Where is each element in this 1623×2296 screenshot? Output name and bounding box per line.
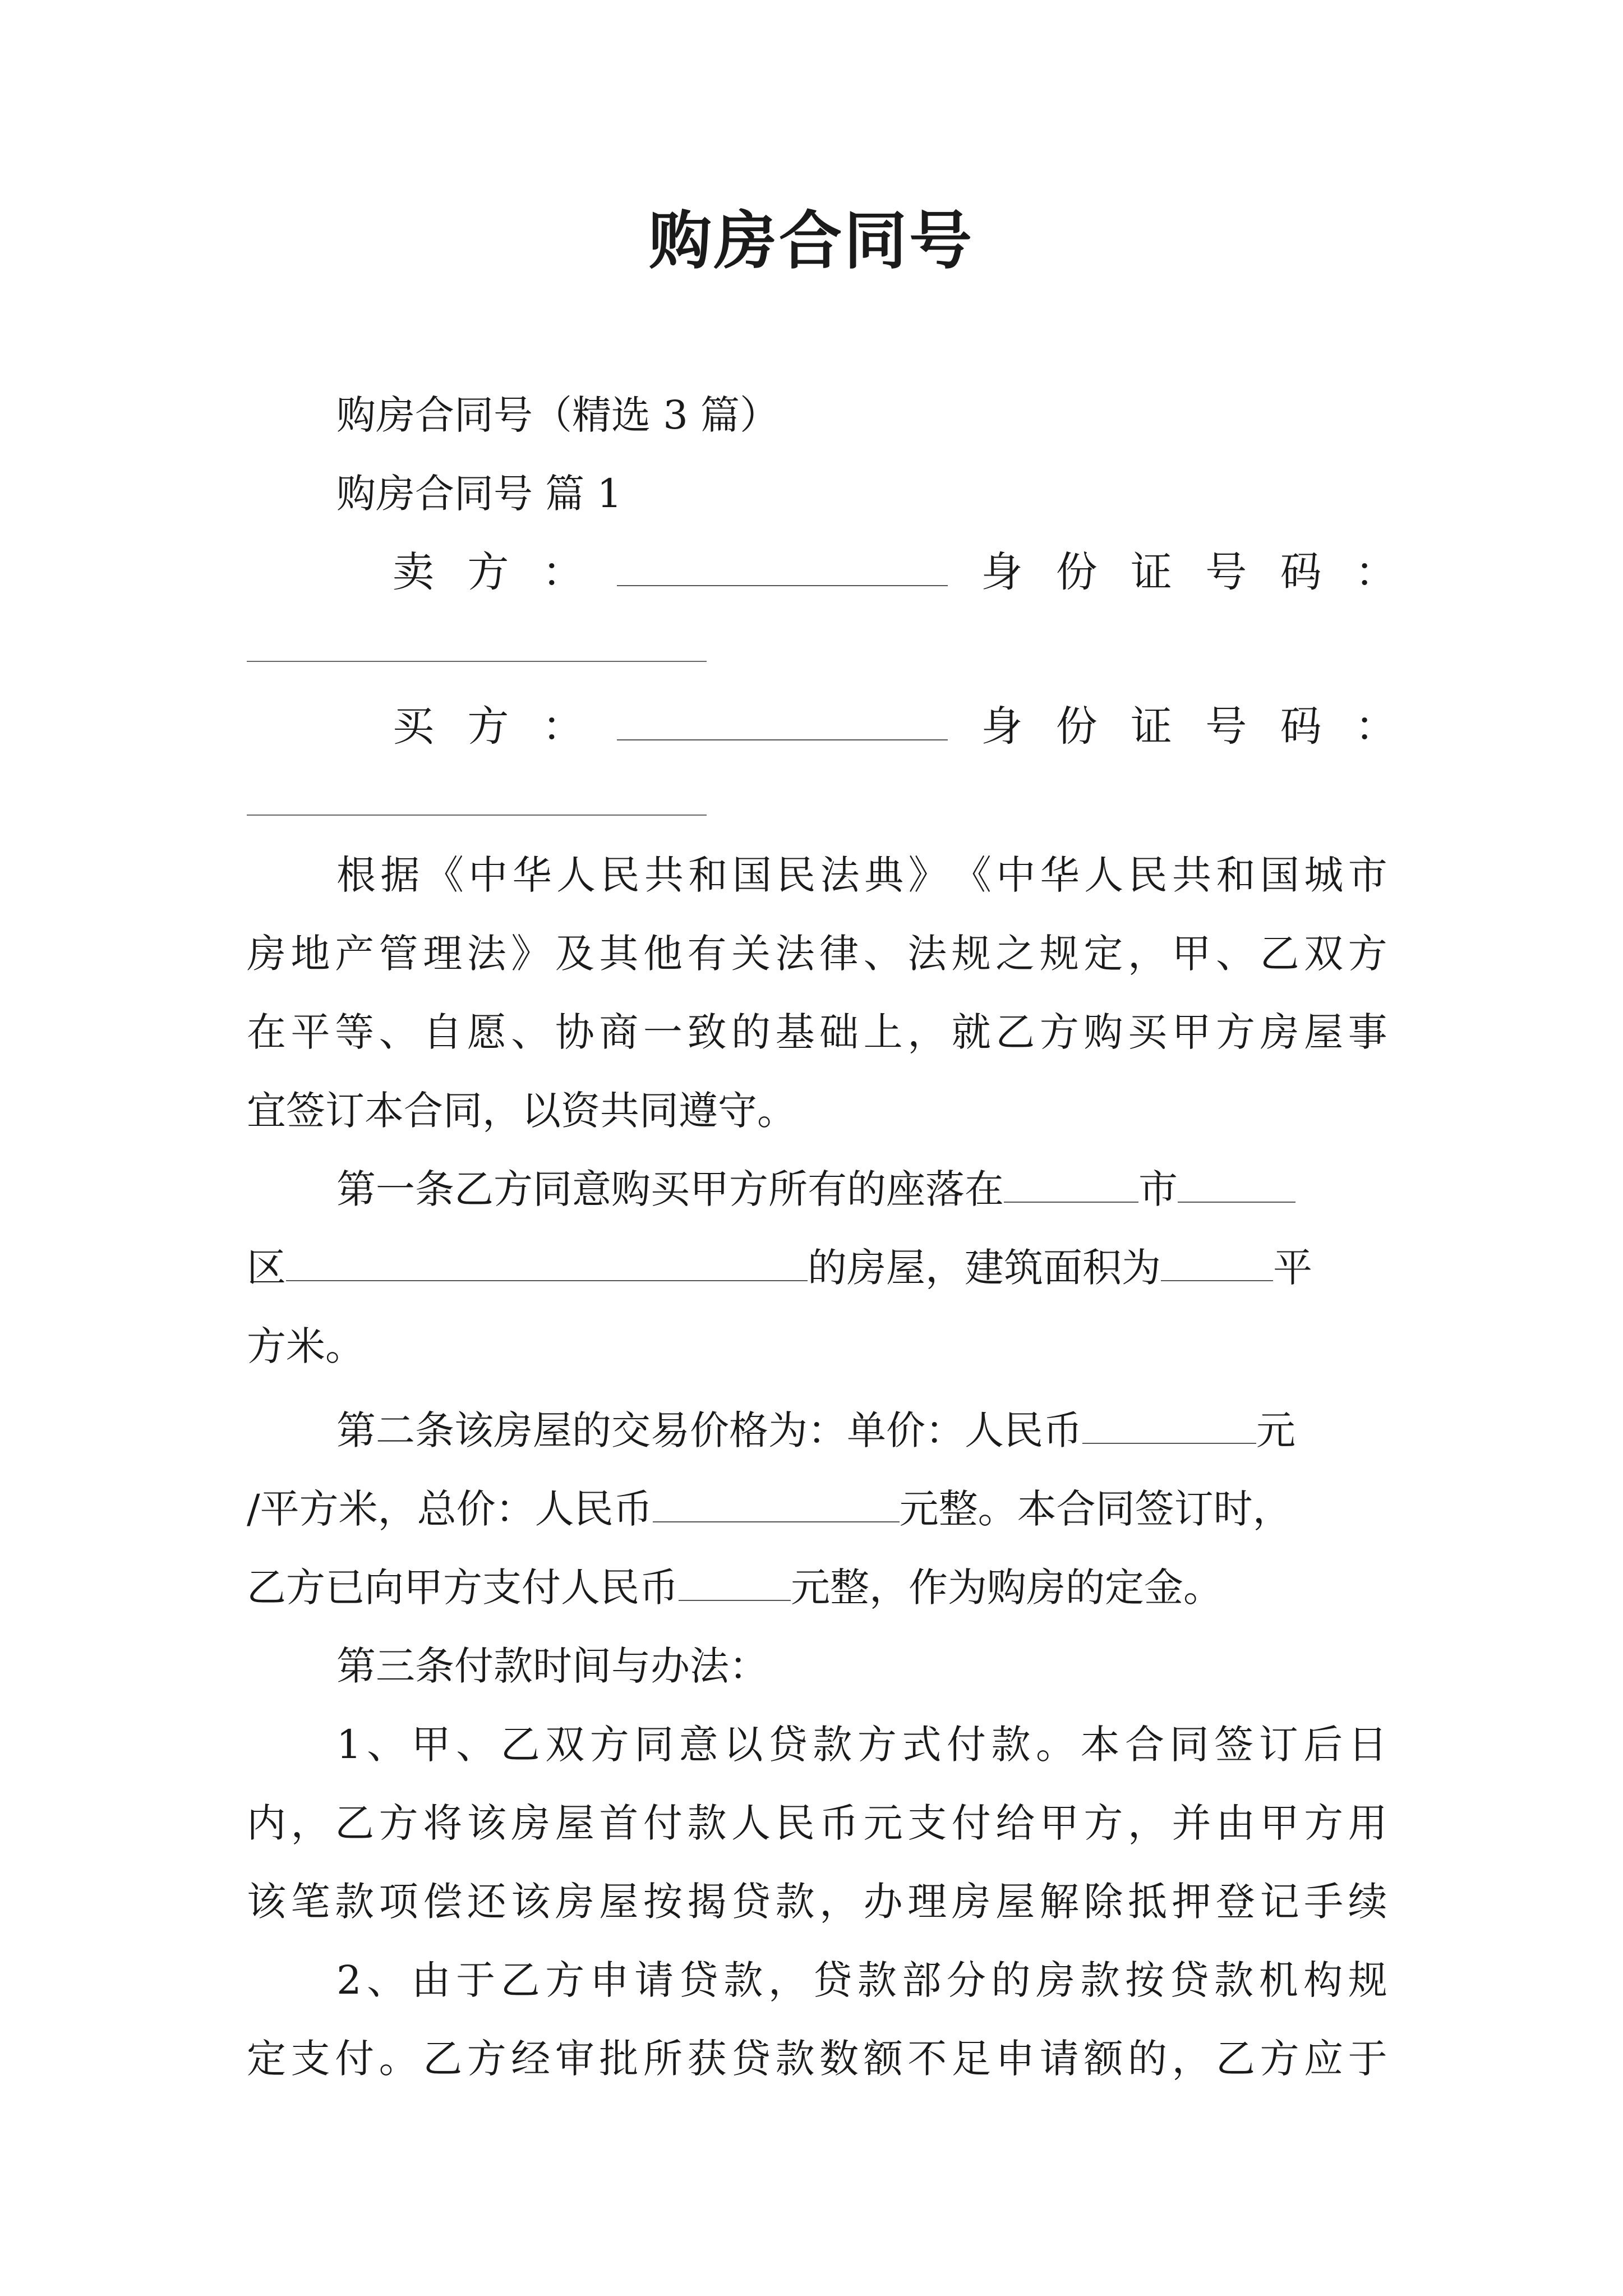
text-char: 贷 xyxy=(1169,1957,1209,2003)
text-char: 同 xyxy=(634,1722,674,1768)
text-char: 乙 xyxy=(1260,931,1299,977)
text-char: 、 xyxy=(1216,931,1256,977)
seller-name-blank[interactable] xyxy=(617,546,948,586)
text-char: 方 xyxy=(1039,1009,1079,1055)
article1-line-2 xyxy=(247,1240,1387,1296)
text-char: 解 xyxy=(1039,1879,1079,1925)
total-price-end: 元整。本合同签订时， xyxy=(899,1486,1292,1532)
text-char: 《 xyxy=(424,852,464,898)
text-char: 和 xyxy=(688,852,728,898)
text-char: 民 xyxy=(775,1800,815,1846)
buyer-label-char: 买 xyxy=(393,702,434,751)
text-char: 屋 xyxy=(995,1879,1035,1925)
text-char: 同 xyxy=(1169,1722,1209,1768)
text-char: 不 xyxy=(907,2036,947,2082)
text-char: 用 xyxy=(1348,1800,1387,1846)
text-char: 定 xyxy=(1083,931,1123,977)
text-char: 申 xyxy=(995,2036,1035,2082)
yuan-label: 元 xyxy=(1256,1407,1295,1453)
buyer-label-char: 方 xyxy=(467,702,509,751)
text-char: 该 xyxy=(467,1800,506,1846)
article3-p1-line-2 xyxy=(247,1795,1387,1851)
text-char: 贷 xyxy=(731,2036,771,2082)
text-char: 华 xyxy=(1040,852,1080,898)
text-char: 方 xyxy=(1083,1800,1123,1846)
text-char: 国 xyxy=(1260,852,1299,898)
text-char: 中 xyxy=(996,852,1036,898)
text-char: 按 xyxy=(643,1879,683,1925)
text-char: 的 xyxy=(991,1957,1031,2003)
text-char: 中 xyxy=(468,852,508,898)
text-char: 分 xyxy=(946,1957,986,2003)
text-char: 经 xyxy=(511,2036,551,2082)
text-char: 产 xyxy=(335,931,375,977)
article2-text: 第二条该房屋的交易价格为：单价：人民币 xyxy=(336,1407,1082,1453)
text-char: 项 xyxy=(379,1879,418,1925)
text-char: 》 xyxy=(908,852,948,898)
buyer-label-char: ： xyxy=(542,702,584,751)
text-char: 管 xyxy=(379,931,418,977)
text-char: 方 xyxy=(467,2036,506,2082)
text-char: 由 xyxy=(411,1957,451,2003)
seller-id-label-char: 身 xyxy=(981,548,1023,596)
text-char: 协 xyxy=(555,1009,594,1055)
text-char: 民 xyxy=(600,852,640,898)
text-char: 合 xyxy=(1125,1722,1165,1768)
text-char: 法 xyxy=(820,852,860,898)
text-char: 于 xyxy=(1348,2036,1387,2082)
text-char: 房 xyxy=(247,931,286,977)
house-area-text: 的房屋，建筑面积为 xyxy=(808,1245,1161,1291)
text-char: 部 xyxy=(902,1957,942,2003)
text-char: 的 xyxy=(731,1009,771,1055)
address-blank[interactable] xyxy=(286,1241,808,1281)
seller-row xyxy=(393,544,1396,600)
article2-line-1 xyxy=(336,1402,1387,1458)
text-char: 《 xyxy=(952,852,992,898)
buyer-id-label-char: ： xyxy=(1354,702,1396,751)
text-char: ， xyxy=(1127,1800,1167,1846)
text-char: 法 xyxy=(467,931,506,977)
text-char: 房 xyxy=(511,1800,551,1846)
text-char: 城 xyxy=(1304,852,1344,898)
text-char: 屋 xyxy=(1304,1009,1344,1055)
district-name-blank[interactable] xyxy=(1178,1162,1295,1203)
text-char: 其 xyxy=(599,931,639,977)
text-char: ， xyxy=(1127,931,1167,977)
article3-p2-line-2 xyxy=(247,2031,1387,2087)
deposit-end: 元整，作为购房的定金。 xyxy=(791,1565,1223,1611)
text-char: 1 xyxy=(336,1722,362,1768)
text-char: 屋 xyxy=(599,1879,639,1925)
text-char: 》 xyxy=(511,931,551,977)
text-char: 自 xyxy=(423,1009,463,1055)
text-char: 额 xyxy=(863,2036,903,2082)
text-char: 偿 xyxy=(423,1879,463,1925)
buyer-row xyxy=(393,698,1396,754)
text-char: 乙 xyxy=(500,1722,540,1768)
buyer-id-label-char: 号 xyxy=(1205,702,1247,751)
article1-text: 第一条乙方同意购买甲方所有的座落在 xyxy=(336,1166,1004,1212)
text-char: 按 xyxy=(1125,1957,1165,2003)
text-char: 、 xyxy=(456,1722,496,1768)
seller-id-label-char: 码 xyxy=(1280,548,1322,596)
text-char: 方 xyxy=(1304,1800,1344,1846)
text-char: 记 xyxy=(1260,1879,1299,1925)
text-char: 款 xyxy=(1214,1957,1254,2003)
text-char: 平 xyxy=(291,1009,330,1055)
text-char: 以 xyxy=(723,1722,763,1768)
text-char: 甲 xyxy=(1172,931,1211,977)
buyer-name-blank[interactable] xyxy=(617,700,948,740)
text-char: 基 xyxy=(775,1009,815,1055)
text-char: 购 xyxy=(1083,1009,1123,1055)
text-char: 、 xyxy=(367,1957,407,2003)
text-char: 甲 xyxy=(1039,1800,1079,1846)
text-char: 在 xyxy=(247,1009,286,1055)
text-char: 、 xyxy=(367,1722,407,1768)
text-char: 款 xyxy=(1080,1957,1120,2003)
text-char: 付 xyxy=(335,2036,375,2082)
document-title: 购房合同号 xyxy=(649,205,974,278)
text-char: 额 xyxy=(1083,2036,1123,2082)
buyer-id-blank[interactable] xyxy=(247,815,707,816)
text-char: 币 xyxy=(819,1800,859,1846)
text-char: 笔 xyxy=(291,1879,330,1925)
text-char: 方 xyxy=(545,1957,585,2003)
text-char: 乙 xyxy=(423,2036,463,2082)
text-char: 就 xyxy=(951,1009,991,1055)
text-char: 方 xyxy=(379,1800,418,1846)
text-char: 理 xyxy=(423,931,463,977)
text-char: 数 xyxy=(819,2036,859,2082)
seller-label-char: 方 xyxy=(467,548,509,596)
text-char: 的 xyxy=(1127,2036,1167,2082)
seller-id-label-char: 份 xyxy=(1055,548,1098,596)
text-char: 商 xyxy=(599,1009,639,1055)
text-char: 法 xyxy=(775,931,815,977)
text-char: ， xyxy=(819,1879,859,1925)
text-char: 甲 xyxy=(1172,1009,1211,1055)
text-char: 华 xyxy=(512,852,552,898)
text-char: 民 xyxy=(1128,852,1168,898)
text-char: 事 xyxy=(1348,1009,1387,1055)
text-char: 规 xyxy=(1348,1957,1387,2003)
text-char: 房 xyxy=(951,1879,991,1925)
text-char: ， xyxy=(907,1009,947,1055)
text-char: 款 xyxy=(813,1722,852,1768)
text-char: 愿 xyxy=(467,1009,506,1055)
subtitle-collection: 购房合同号（精选 3 篇） xyxy=(336,392,780,438)
text-char: 甲 xyxy=(1260,1800,1299,1846)
text-char: 支 xyxy=(291,2036,330,2082)
text-char: 等 xyxy=(335,1009,375,1055)
text-char: 机 xyxy=(1258,1957,1298,2003)
text-char: 础 xyxy=(819,1009,859,1055)
text-char: 人 xyxy=(556,852,596,898)
text-char: 于 xyxy=(456,1957,496,2003)
text-char: 付 xyxy=(946,1722,986,1768)
text-char: 方 xyxy=(1348,931,1387,977)
text-char: 规 xyxy=(951,931,991,977)
text-char: 后 xyxy=(1303,1722,1343,1768)
text-char: 还 xyxy=(467,1879,506,1925)
text-char: 款 xyxy=(775,1879,815,1925)
text-char: 他 xyxy=(643,931,683,977)
deposit-blank[interactable] xyxy=(679,1561,791,1601)
text-char: 、 xyxy=(379,1009,418,1055)
seller-label-char: 卖 xyxy=(393,548,434,596)
text-char: 由 xyxy=(1216,1800,1256,1846)
text-char: 据 xyxy=(380,852,420,898)
seller-id-blank[interactable] xyxy=(247,661,707,662)
text-char: 登 xyxy=(1216,1879,1256,1925)
text-char: 款 xyxy=(335,1879,375,1925)
text-char: 将 xyxy=(423,1800,463,1846)
text-char: 理 xyxy=(907,1879,947,1925)
text-char: 贷 xyxy=(731,1879,771,1925)
text-char: 典 xyxy=(864,852,904,898)
text-char: 人 xyxy=(1084,852,1124,898)
text-char: ， xyxy=(1172,2036,1211,2082)
buyer-id-label-char: 码 xyxy=(1280,702,1322,751)
preamble-line-3 xyxy=(247,1004,1387,1060)
article1-line-3: 方米。 xyxy=(247,1323,365,1369)
text-char: 乙 xyxy=(995,1009,1035,1055)
text-char: 应 xyxy=(1304,2036,1344,2082)
text-char: 有 xyxy=(687,931,727,977)
text-char: 足 xyxy=(951,2036,991,2082)
city-blank[interactable] xyxy=(1004,1162,1138,1203)
text-char: 元 xyxy=(863,1800,903,1846)
text-char: 所 xyxy=(643,2036,683,2082)
text-char: 房 xyxy=(1036,1957,1076,2003)
text-char: 请 xyxy=(1039,2036,1079,2082)
article3-title: 第三条付款时间与办法： xyxy=(336,1643,768,1689)
text-char: 和 xyxy=(1216,852,1256,898)
text-char: 地 xyxy=(291,931,330,977)
text-char: 2 xyxy=(336,1957,362,2003)
text-char: 房 xyxy=(1260,1009,1299,1055)
text-char: 付 xyxy=(951,1800,991,1846)
article3-p1-line-3 xyxy=(247,1874,1387,1930)
text-char: 、 xyxy=(511,1009,551,1055)
article3-p1-line-1 xyxy=(336,1717,1387,1773)
text-char: 乙 xyxy=(1216,2036,1256,2082)
article2-line-3 xyxy=(247,1559,1387,1616)
deposit-text: 乙方已向甲方支付人民币 xyxy=(247,1565,679,1611)
text-char: 款 xyxy=(687,1800,727,1846)
unit-price-blank[interactable] xyxy=(1082,1404,1256,1444)
text-char: 订 xyxy=(1258,1722,1298,1768)
text-char: 并 xyxy=(1172,1800,1211,1846)
district-label: 区 xyxy=(247,1245,286,1291)
area-blank[interactable] xyxy=(1161,1241,1273,1281)
text-char: 买 xyxy=(1127,1009,1167,1055)
text-char: 日 xyxy=(1348,1722,1387,1768)
text-char: ， xyxy=(768,1957,808,2003)
seller-id-label-char: 号 xyxy=(1205,548,1247,596)
text-char: 方 xyxy=(857,1722,897,1768)
text-char: 国 xyxy=(732,852,772,898)
article2-line-2 xyxy=(247,1481,1387,1537)
text-char: 贷 xyxy=(679,1957,718,2003)
text-char: 。 xyxy=(379,2036,418,2082)
text-char: 房 xyxy=(555,1879,594,1925)
text-char: 人 xyxy=(731,1800,771,1846)
text-char: 式 xyxy=(902,1722,942,1768)
buyer-id-label-char: 证 xyxy=(1130,702,1172,751)
text-char: 获 xyxy=(687,2036,727,2082)
preamble-line-1 xyxy=(336,847,1387,903)
total-price-blank[interactable] xyxy=(653,1482,900,1522)
seller-id-label-char: ： xyxy=(1354,548,1396,596)
text-char: 、 xyxy=(863,931,903,977)
text-char: 款 xyxy=(991,1722,1031,1768)
text-char: 甲 xyxy=(411,1722,451,1768)
text-char: 及 xyxy=(555,931,594,977)
text-char: 上 xyxy=(863,1009,903,1055)
text-char: 款 xyxy=(857,1957,897,2003)
text-char: 抵 xyxy=(1127,1879,1167,1925)
text-char: 共 xyxy=(644,852,684,898)
text-char: 之 xyxy=(995,931,1035,977)
seller-id-label-char: 证 xyxy=(1130,548,1172,596)
total-price-text: /平方米，总价：人民币 xyxy=(247,1486,653,1532)
text-char: 。 xyxy=(1036,1722,1076,1768)
text-char: 请 xyxy=(634,1957,674,2003)
buyer-id-label-char: 身 xyxy=(981,702,1023,751)
text-char: 共 xyxy=(1172,852,1212,898)
buyer-id-label-char: 份 xyxy=(1055,702,1098,751)
text-char: 押 xyxy=(1172,1879,1211,1925)
text-char: 法 xyxy=(907,931,947,977)
text-char: 规 xyxy=(1039,931,1079,977)
preamble-line-2 xyxy=(247,926,1387,982)
text-char: 贷 xyxy=(768,1722,808,1768)
text-char: 双 xyxy=(545,1722,585,1768)
text-char: 屋 xyxy=(555,1800,594,1846)
text-char: 根 xyxy=(336,852,376,898)
text-char: 款 xyxy=(723,1957,763,2003)
text-char: 申 xyxy=(589,1957,629,2003)
text-char: 乙 xyxy=(500,1957,540,2003)
text-char: 致 xyxy=(687,1009,727,1055)
text-char: 审 xyxy=(555,2036,594,2082)
text-char: 签 xyxy=(1214,1722,1254,1768)
text-char: 款 xyxy=(775,2036,815,2082)
text-char: 定 xyxy=(247,2036,286,2082)
text-char: 关 xyxy=(731,931,771,977)
text-char: 一 xyxy=(643,1009,683,1055)
text-char: 本 xyxy=(1080,1722,1120,1768)
text-char: 付 xyxy=(643,1800,683,1846)
text-char: 揭 xyxy=(687,1879,727,1925)
area-unit-ping: 平 xyxy=(1273,1245,1312,1291)
text-char: 手 xyxy=(1304,1879,1344,1925)
text-char: 贷 xyxy=(813,1957,852,2003)
text-char: 该 xyxy=(511,1879,551,1925)
text-char: 内 xyxy=(247,1800,286,1846)
text-char: 双 xyxy=(1304,931,1344,977)
seller-label-char: ： xyxy=(542,548,584,596)
text-char: 方 xyxy=(1260,2036,1299,2082)
text-char: ， xyxy=(291,1800,330,1846)
preamble-line-4: 宜签订本合同，以资共同遵守。 xyxy=(247,1088,796,1134)
text-char: 构 xyxy=(1303,1957,1343,2003)
text-char: 给 xyxy=(995,1800,1035,1846)
text-char: 批 xyxy=(599,2036,639,2082)
text-char: 乙 xyxy=(335,1800,375,1846)
text-char: 意 xyxy=(679,1722,718,1768)
text-char: 除 xyxy=(1083,1879,1123,1925)
text-char: 律 xyxy=(819,931,859,977)
text-char: 支 xyxy=(907,1800,947,1846)
text-char: 续 xyxy=(1348,1879,1387,1925)
city-label: 市 xyxy=(1138,1166,1178,1212)
article3-p2-line-1 xyxy=(336,1952,1387,2008)
text-char: 方 xyxy=(1216,1009,1256,1055)
text-char: 市 xyxy=(1348,852,1387,898)
text-char: 办 xyxy=(863,1879,903,1925)
text-char: 该 xyxy=(247,1879,286,1925)
article1-line-1 xyxy=(336,1161,1387,1217)
text-char: 首 xyxy=(599,1800,639,1846)
text-char: 民 xyxy=(776,852,816,898)
subtitle-part: 购房合同号 篇 1 xyxy=(336,471,623,517)
text-char: 方 xyxy=(589,1722,629,1768)
